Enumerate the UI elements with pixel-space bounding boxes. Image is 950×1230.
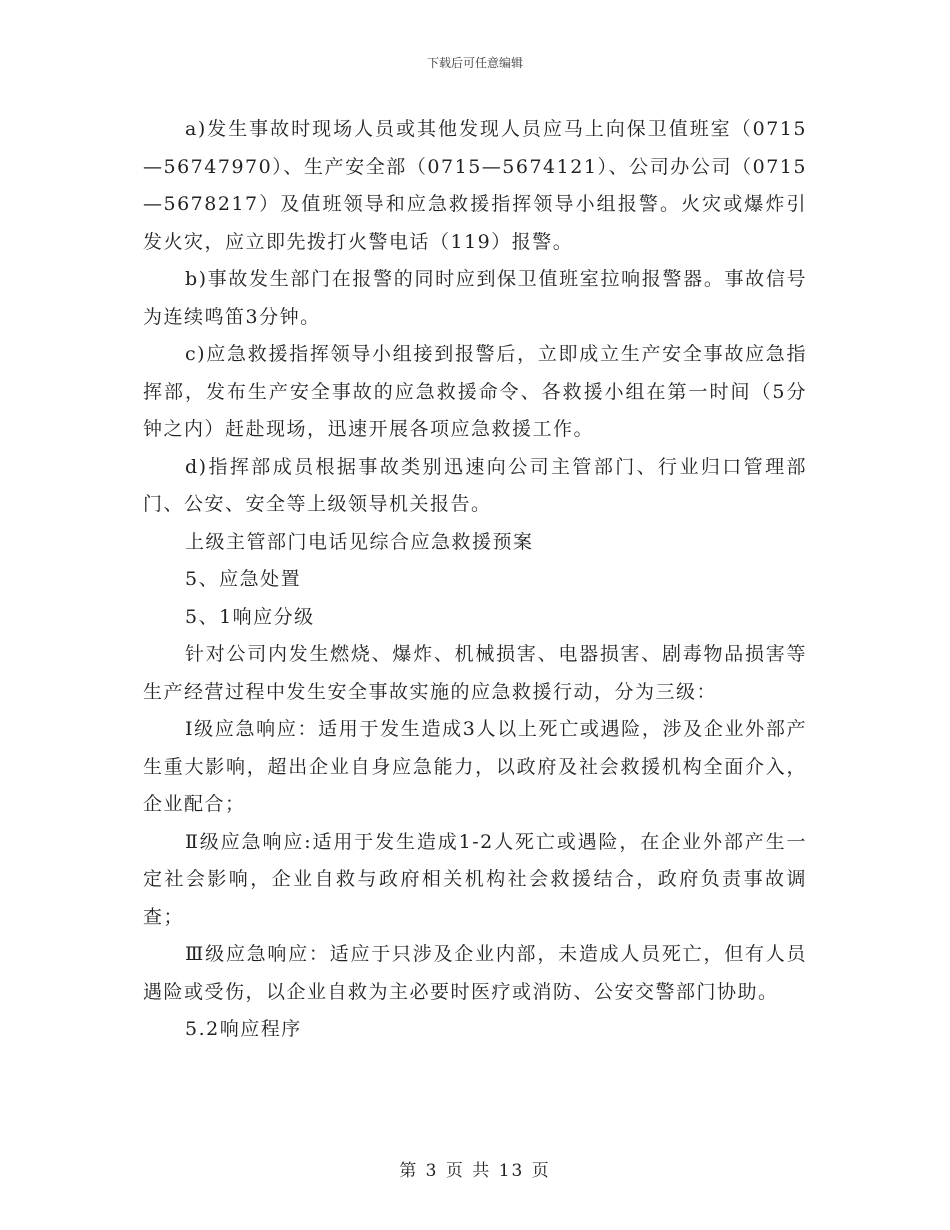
page-number: 第 3 页 共 13 页 xyxy=(399,1161,551,1181)
page-header: 下载后可任意编辑 xyxy=(426,56,523,70)
paragraph-report-authorities: d)指挥部成员根据事故类别迅速向公司主管部门、行业归口管理部门、公安、安全等上级领导机关报告。 xyxy=(143,455,807,515)
paragraph-level-2: Ⅱ级应急响应:适用于发生造成1-2人死亡或遇险，在企业外部产生一定社会影响，企业自救与政府相关机构社会救援结合，政府负责事故调查； xyxy=(143,830,807,928)
paragraph-level-3: Ⅲ级应急响应：适应于只涉及企业内部，未造成人员死亡，但有人员遇险或受伤，以企业自救为主必要时医疗或消防、公安交警部门协助。 xyxy=(143,943,807,1003)
paragraph-alarm-signal: b)事故发生部门在报警的同时应到保卫值班室拉响报警器。事故信号为连续鸣笛3分钟。 xyxy=(143,268,807,328)
paragraph-level-1: Ⅰ级应急响应：适用于发生造成3人以上死亡或遇险，涉及企业外部产生重大影响，超出企业自身应急能力，以政府及社会救援机构全面介入，企业配合； xyxy=(143,718,807,815)
paragraph-phone-reference: 上级主管部门电话见综合应急救援预案 xyxy=(185,530,534,553)
subsection-heading-response-procedure: 5.2响应程序 xyxy=(185,1018,302,1040)
section-heading-emergency-handling: 5、应急处置 xyxy=(185,568,302,590)
document-body xyxy=(143,111,807,1049)
paragraph-levels-intro: 针对公司内发生燃烧、爆炸、机械损害、电器损害、剧毒物品损害等生产经营过程中发生安全事故实施的应急救援行动，分为三级： xyxy=(143,643,807,703)
paragraph-command-setup: c)应急救援指挥领导小组接到报警后，立即成立生产安全事故应急指挥部，发布生产安全事故的应急救援命令、各救援小组在第一时间（5分钟之内）赶赴现场，迅速开展各项应急救援工作。 xyxy=(143,343,807,440)
subsection-heading-response-levels: 5、1响应分级 xyxy=(185,605,315,628)
paragraph-alarm-report: a)发生事故时现场人员或其他发现人员应马上向保卫值班室（0715—56747970）、生产安全部（0715—5674121）、公司办公司（0715—5678217）及值班领导和应急救援指挥领导小组报警。火灾或爆炸引发火灾，应立即先拨打火警电话（119）报警。 xyxy=(143,118,807,253)
